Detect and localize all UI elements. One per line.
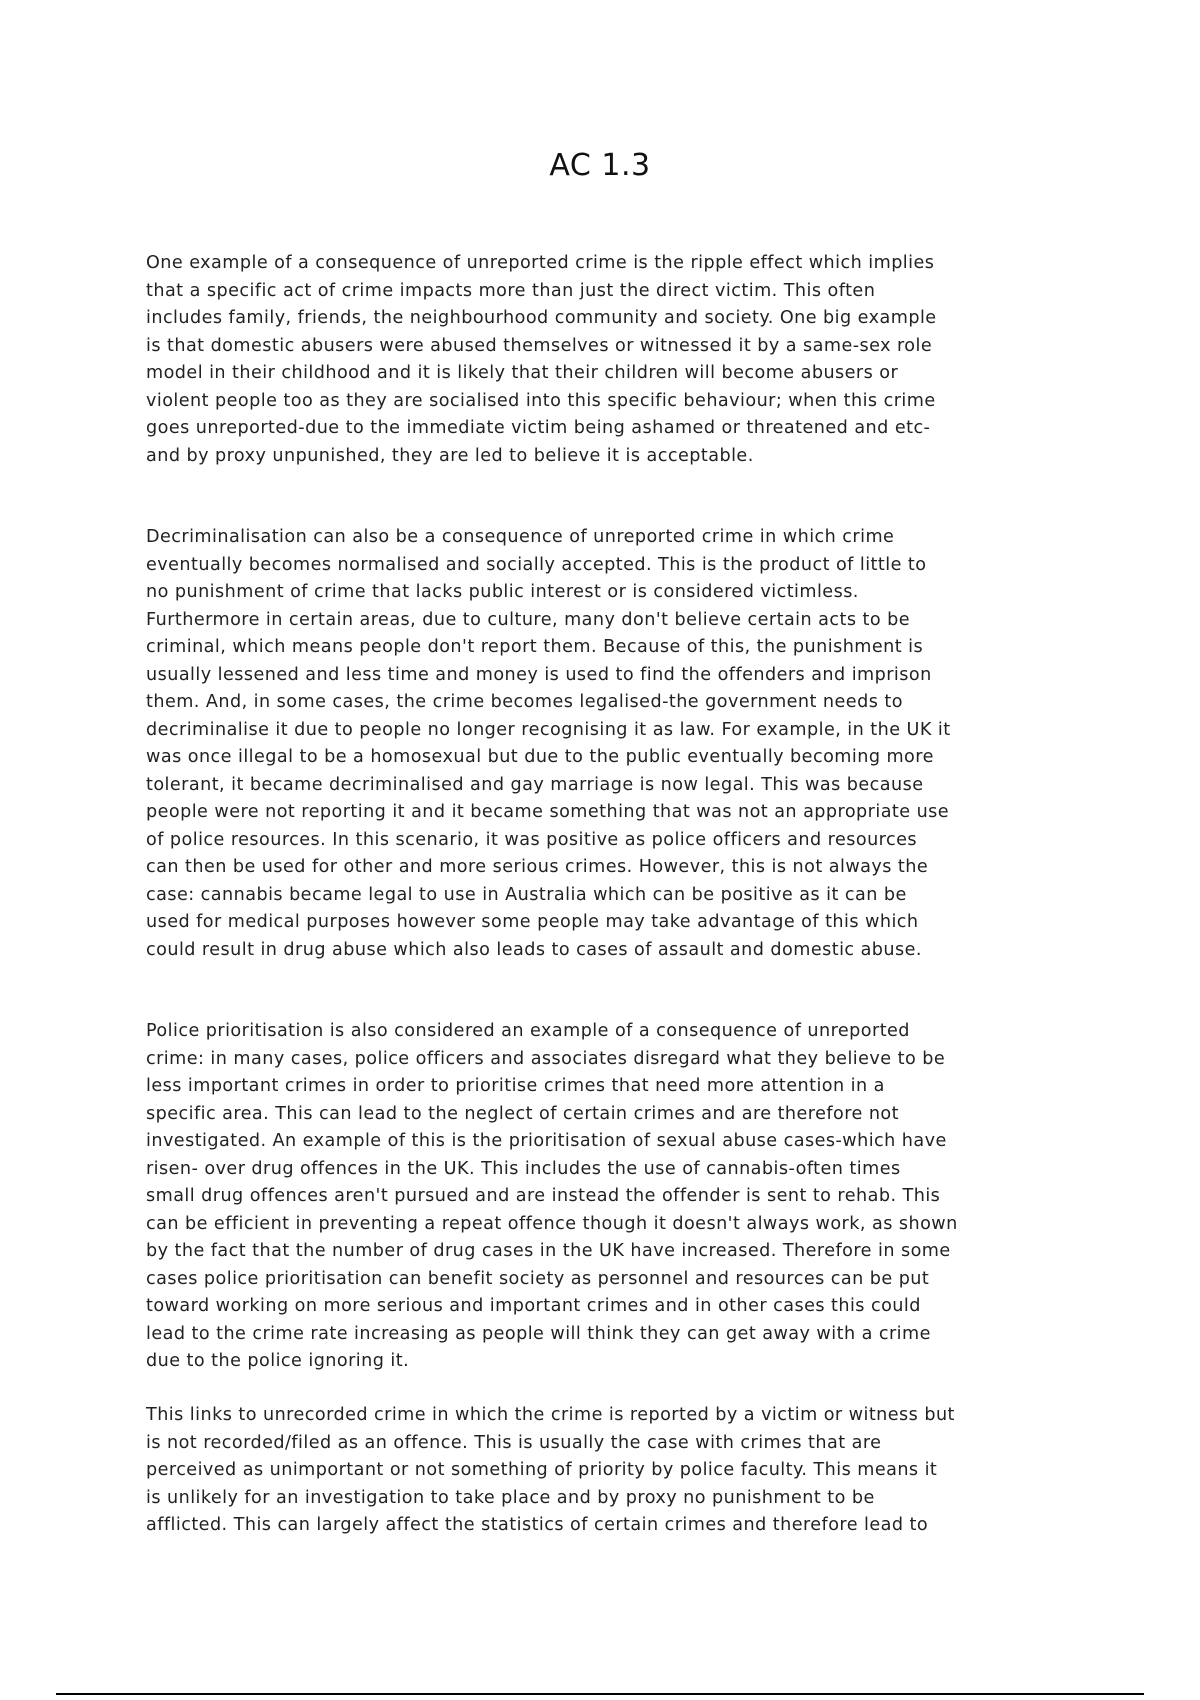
page-title: AC 1.3	[549, 148, 651, 183]
paragraph-unrecorded-crime: This links to unrecorded crime in which the crime is reported by a victim or witness but is not recorded/filed as an offence. This is usually the case with crimes that are perceived as unimportant or not something of priority by police faculty. This means it is unlikely for an investigation to take place and by proxy no punishment to be afflicted. This can largely affect the statistics of certain crimes and therefore lead to	[146, 1405, 955, 1535]
page-bottom-divider	[56, 1693, 1144, 1695]
paragraph-police-prioritisation: Police prioritisation is also considered an example of a consequence of unreported crime: in many cases, police officers and associates disregard what they believe to be less important crimes in order to prioritise crimes that need more attention in a specific area. This can lead to the neglect of certain crimes and are therefore not investigated. An example of this is the prioritisation of sexual abuse cases-which have risen- over drug offences in the UK. This includes the use of cannabis-often times small drug offences aren't pursued and are instead the offender is sent to rehab. This can be efficient in preventing a repeat offence though it doesn't always work, as shown by the fact that the number of drug cases in the UK have increased. Therefore in some cases police prioritisation can benefit society as personnel and resources can be put toward working on more serious and important crimes and in other cases this could lead to the crime rate increasing as people will think they can get away with a crime due to the police ignoring it.	[146, 1021, 958, 1371]
paragraph-decriminalisation: Decriminalisation can also be a consequence of unreported crime in which crime eventually becomes normalised and socially accepted. This is the product of little to no punishment of crime that lacks public interest or is considered victimless. Furthermore in certain areas, due to culture, many don't believe certain acts to be criminal, which means people don't report them. Because of this, the punishment is usually lessened and less time and money is used to find the offenders and imprison them. And, in some cases, the crime becomes legalised-the government needs to decriminalise it due to people no longer recognising it as law. For example, in the UK it was once illegal to be a homosexual but due to the public eventually becoming more tolerant, it became decriminalised and gay marriage is now legal. This was because people were not reporting it and it became something that was not an appropriate use of police resources. In this scenario, it was positive as police officers and resources can then be used for other and more serious crimes. However, this is not always the case: cannabis became legal to use in Australia which can be positive as it can be used for medical purposes however some people may take advantage of this which could result in drug abuse which also leads to cases of assault and domestic abuse.	[146, 527, 951, 960]
paragraph-ripple-effect: One example of a consequence of unreported crime is the ripple effect which implies that a specific act of crime impacts more than just the direct victim. This often includes family, friends, the neighbourhood community and society. One big example is that domestic abusers were abused themselves or witnessed it by a same-sex role model in their childhood and it is likely that their children will become abusers or violent people too as they are socialised into this specific behaviour; when this crime goes unreported-due to the immediate victim being ashamed or threatened and etc- and by proxy unpunished, they are led to believe it is acceptable.	[146, 253, 937, 466]
